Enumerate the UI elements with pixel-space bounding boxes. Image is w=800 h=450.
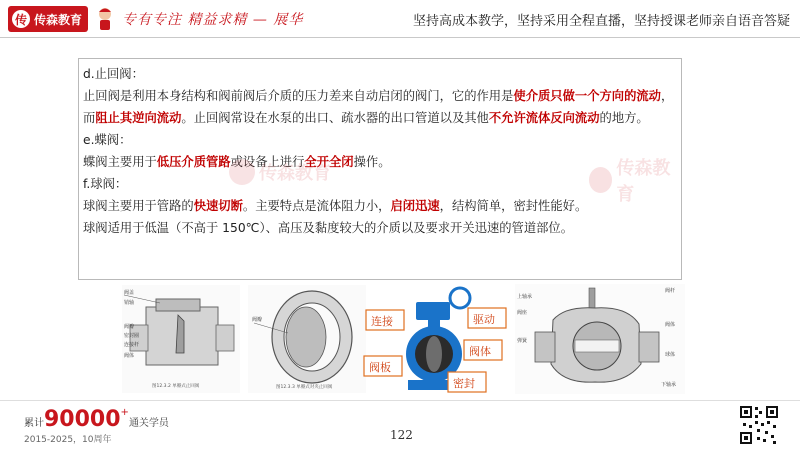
ball-valve-label: 弹簧 <box>517 338 528 344</box>
logo-mark-icon: 传 <box>12 10 30 28</box>
emphasis: 使介质只做一个方向的流动 <box>513 89 661 103</box>
tag-seal-text: 密封 <box>453 377 475 390</box>
footer-divider <box>0 400 800 401</box>
brand-logo <box>8 6 88 32</box>
disc-valve-caption: 图12.3.3 单瓣式对夹止回阀 <box>276 385 333 390</box>
disc-check-valve-figure <box>248 285 366 393</box>
emphasis: 阻止其逆向流动 <box>95 111 182 125</box>
paragraph-butterfly-valve <box>83 151 677 173</box>
paragraph-ball-valve <box>83 195 677 217</box>
header-motto: 坚持高成本教学，坚持采用全程直播，坚持授课老师亲自语音答疑 <box>412 14 790 29</box>
stats-suffix: 通关学员 <box>128 418 169 429</box>
text: ，而 <box>83 89 674 125</box>
emphasis: 快速切断 <box>193 199 243 213</box>
header-divider <box>0 37 800 38</box>
mascot-icon <box>93 6 117 32</box>
section-heading-ball-valve: f.球阀： <box>83 177 128 191</box>
content-box <box>78 58 682 280</box>
text: 或设备上进行 <box>230 155 305 169</box>
paragraph-ball-valve-usage: 球阀适用于低温（不高于 150℃）、高压及黏度较大的介质以及要求开关迅速的管道部位。 <box>83 221 574 235</box>
page-number: 122 <box>390 428 413 442</box>
ball-valve-figure <box>515 284 685 394</box>
stats-prefix: 累计 <box>24 418 44 429</box>
section-heading-butterfly-valve: e.蝶阀： <box>83 133 132 147</box>
text: 。止回阀常设在水泵的出口、疏水器的出口管道以及其他 <box>181 111 489 125</box>
check-valve-figure <box>122 285 240 393</box>
tag-connection-text: 连接 <box>371 315 393 328</box>
emphasis: 低压介质管路 <box>156 155 231 169</box>
text: 止回阀是利用本身结构和阀前阀后介质的压力差来自动启闭的阀门，它的作用是 <box>83 89 514 103</box>
qr-code-icon <box>739 405 779 445</box>
check-valve-caption: 图12.3.2 单瓣式止回阀 <box>152 384 200 389</box>
section-heading-check-valve: d.止回阀： <box>83 67 144 81</box>
emphasis: 不允许流体反向流动 <box>488 111 600 125</box>
text: ，结构简单，密封性能好。 <box>439 199 588 213</box>
watermark-text: 传森教育 <box>616 158 671 205</box>
footer-years: 2015-2025，10周年 <box>24 435 112 445</box>
check-valve-label: 阀瓣 <box>124 324 135 330</box>
logo-text: 传森教育 <box>34 12 83 27</box>
text: 的地方。 <box>599 111 649 125</box>
tag-disc-text: 阀板 <box>369 361 391 374</box>
slogan: 专有专注 精益求精 — 展华 <box>122 12 304 28</box>
ball-valve-label: 下轴承 <box>661 382 677 388</box>
text: 蝶阀主要用于 <box>83 155 157 169</box>
stats-plus: + <box>120 407 129 418</box>
emphasis: 启闭迅速 <box>390 199 440 213</box>
tag-drive-text: 驱动 <box>473 313 495 326</box>
footer-stats <box>24 407 169 432</box>
check-valve-label: 连接杆 <box>124 342 140 348</box>
check-valve-label: 阀体 <box>124 353 135 359</box>
text: 球阀主要用于管路的 <box>83 199 194 213</box>
check-valve-label: 阀盖 <box>124 290 135 296</box>
ball-valve-label: 球体 <box>665 352 676 358</box>
ball-valve-label: 阀座 <box>517 310 528 316</box>
check-valve-label: 销轴 <box>124 300 135 306</box>
disc-valve-label: 阀瓣 <box>252 317 263 323</box>
paragraph-check-valve <box>83 85 677 129</box>
check-valve-label: 密封圈 <box>124 333 140 339</box>
butterfly-valve-figure <box>360 284 512 396</box>
ball-valve-label: 阀体 <box>665 322 676 328</box>
tag-body-text: 阀体 <box>469 345 491 358</box>
text: 。主要特点是流体阻力小， <box>242 199 391 213</box>
emphasis: 全开全闭 <box>304 155 354 169</box>
stats-count: 90000 <box>44 407 121 432</box>
text: 操作。 <box>353 155 391 169</box>
ball-valve-label: 阀杆 <box>665 288 676 294</box>
ball-valve-label: 上轴承 <box>517 294 533 300</box>
header <box>0 0 800 40</box>
watermark-text: 传森教育 <box>259 163 331 184</box>
